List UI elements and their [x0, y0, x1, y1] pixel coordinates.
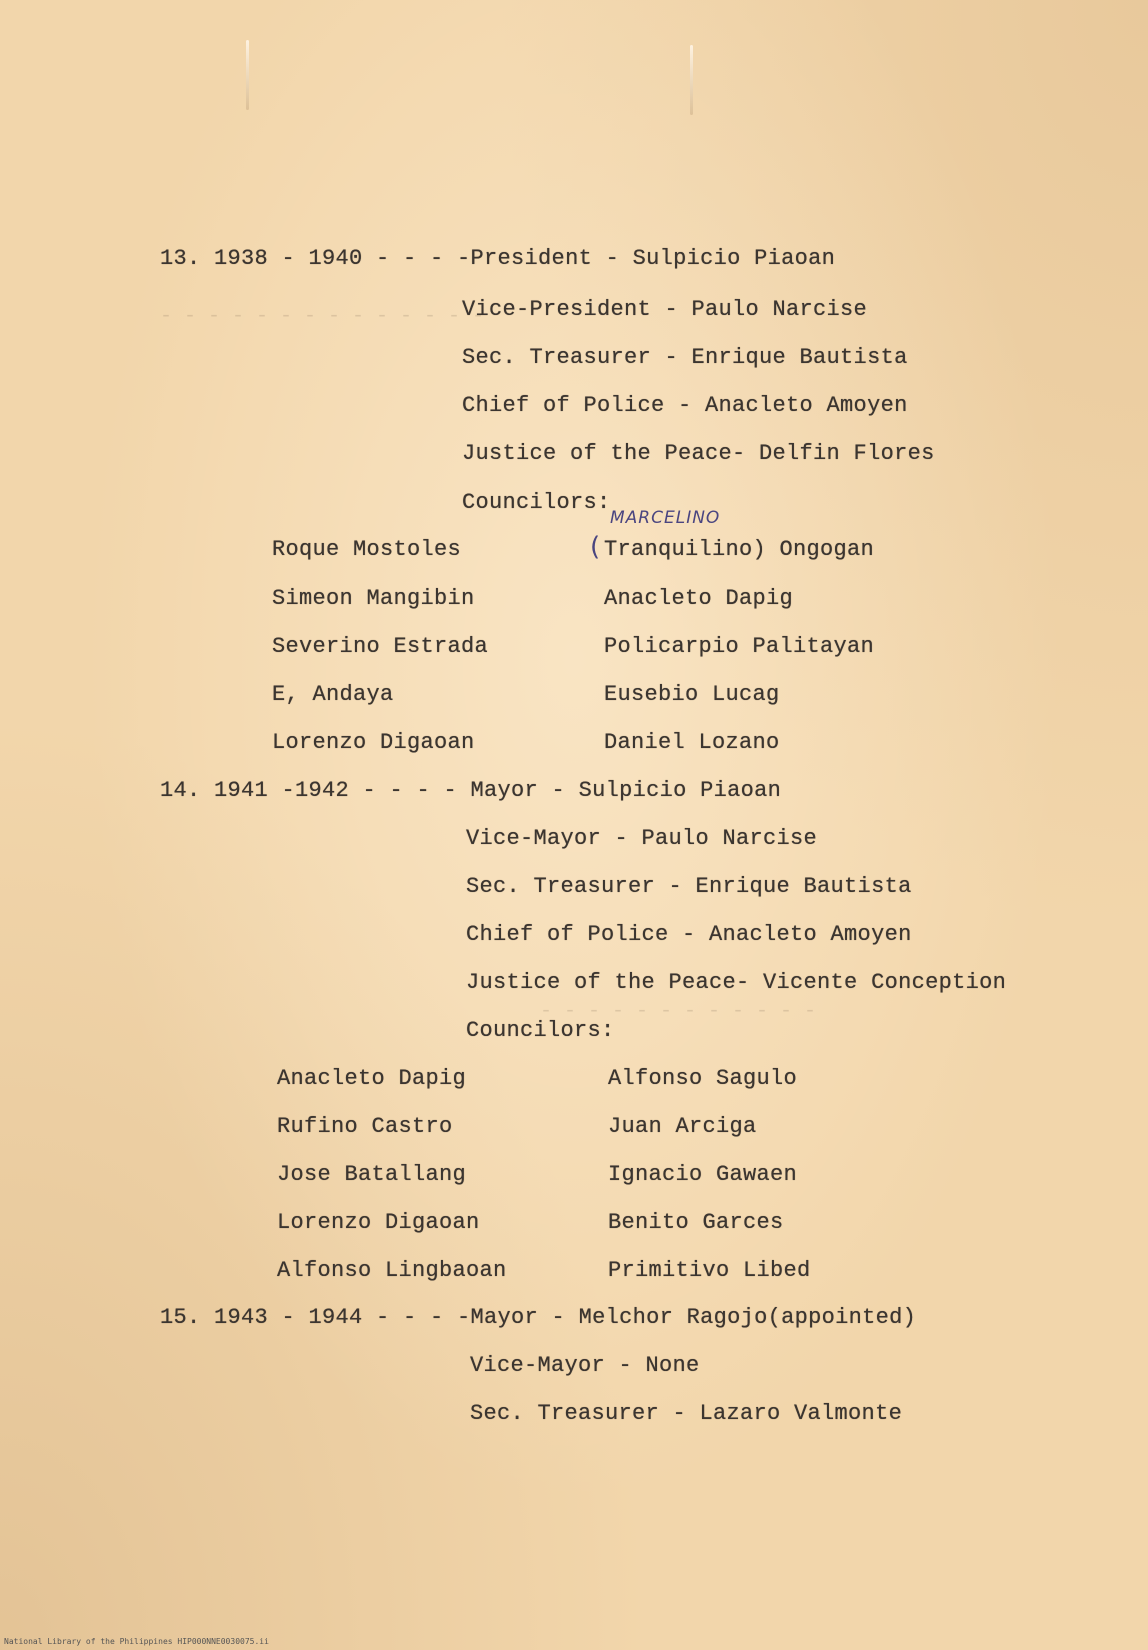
officer-line: Justice of the Peace- Vicente Conception	[466, 970, 1007, 995]
councilor-name: E, Andaya	[272, 682, 394, 707]
councilor-name: Alfonso Sagulo	[608, 1066, 798, 1091]
councilor-name: Daniel Lozano	[604, 730, 780, 755]
councilor-name: Simeon Mangibin	[272, 586, 475, 611]
officer-line: Sec. Treasurer - Enrique Bautista	[462, 345, 908, 370]
officer-line: Justice of the Peace- Delfin Flores	[462, 441, 935, 466]
officer-line: Vice-Mayor - None	[470, 1353, 700, 1378]
officer-line: Chief of Police - Anacleto Amoyen	[462, 393, 908, 418]
section-13-heading: 13. 1938 - 1940 - - - -President - Sulpicio Piaoan	[160, 246, 836, 271]
councilor-name: Lorenzo Digaoan	[272, 730, 475, 755]
handwritten-correction: MARCELINO	[610, 508, 721, 528]
councilor-name: Rufino Castro	[277, 1114, 453, 1139]
handwritten-paren: (	[590, 532, 601, 562]
councilor-name: Roque Mostoles	[272, 537, 462, 562]
councilor-name: Anacleto Dapig	[604, 586, 794, 611]
officer-line: Sec. Treasurer - Lazaro Valmonte	[470, 1401, 903, 1426]
councilor-name: Policarpio Palitayan	[604, 634, 875, 659]
councilor-name: Jose Batallang	[277, 1162, 467, 1187]
paper-crease	[246, 40, 249, 110]
councilor-name: Tranquilino) Ongogan	[604, 537, 875, 562]
officer-line: Chief of Police - Anacleto Amoyen	[466, 922, 912, 947]
section-14-heading: 14. 1941 -1942 - - - - Mayor - Sulpicio Piaoan	[160, 778, 782, 803]
paper-crease	[690, 45, 693, 115]
councilor-name: Lorenzo Digaoan	[277, 1210, 480, 1235]
officer-line: Vice-Mayor - Paulo Narcise	[466, 826, 818, 851]
councilor-name: Ignacio Gawaen	[608, 1162, 798, 1187]
officer-line: Sec. Treasurer - Enrique Bautista	[466, 874, 912, 899]
councilors-label: Councilors:	[462, 490, 611, 515]
councilor-name: Primitivo Libed	[608, 1258, 811, 1283]
councilor-name: Benito Garces	[608, 1210, 784, 1235]
councilor-name: Severino Estrada	[272, 634, 489, 659]
councilor-name: Anacleto Dapig	[277, 1066, 467, 1091]
councilor-name: Alfonso Lingbaoan	[277, 1258, 507, 1283]
councilors-label: Councilors:	[466, 1018, 615, 1043]
bleed-through-text: - - - - - - - - - - - - - -	[160, 305, 485, 328]
footer-caption: National Library of the Philippines HIP000NNE0030075.ii	[4, 1637, 269, 1646]
bleed-through-text: - - - - - - - - - - - -	[540, 1000, 817, 1023]
officer-line: Vice-President - Paulo Narcise	[462, 297, 868, 322]
councilor-name: Eusebio Lucag	[604, 682, 780, 707]
section-15-heading: 15. 1943 - 1944 - - - -Mayor - Melchor Ragojo(appointed)	[160, 1305, 917, 1330]
councilor-name: Juan Arciga	[608, 1114, 757, 1139]
